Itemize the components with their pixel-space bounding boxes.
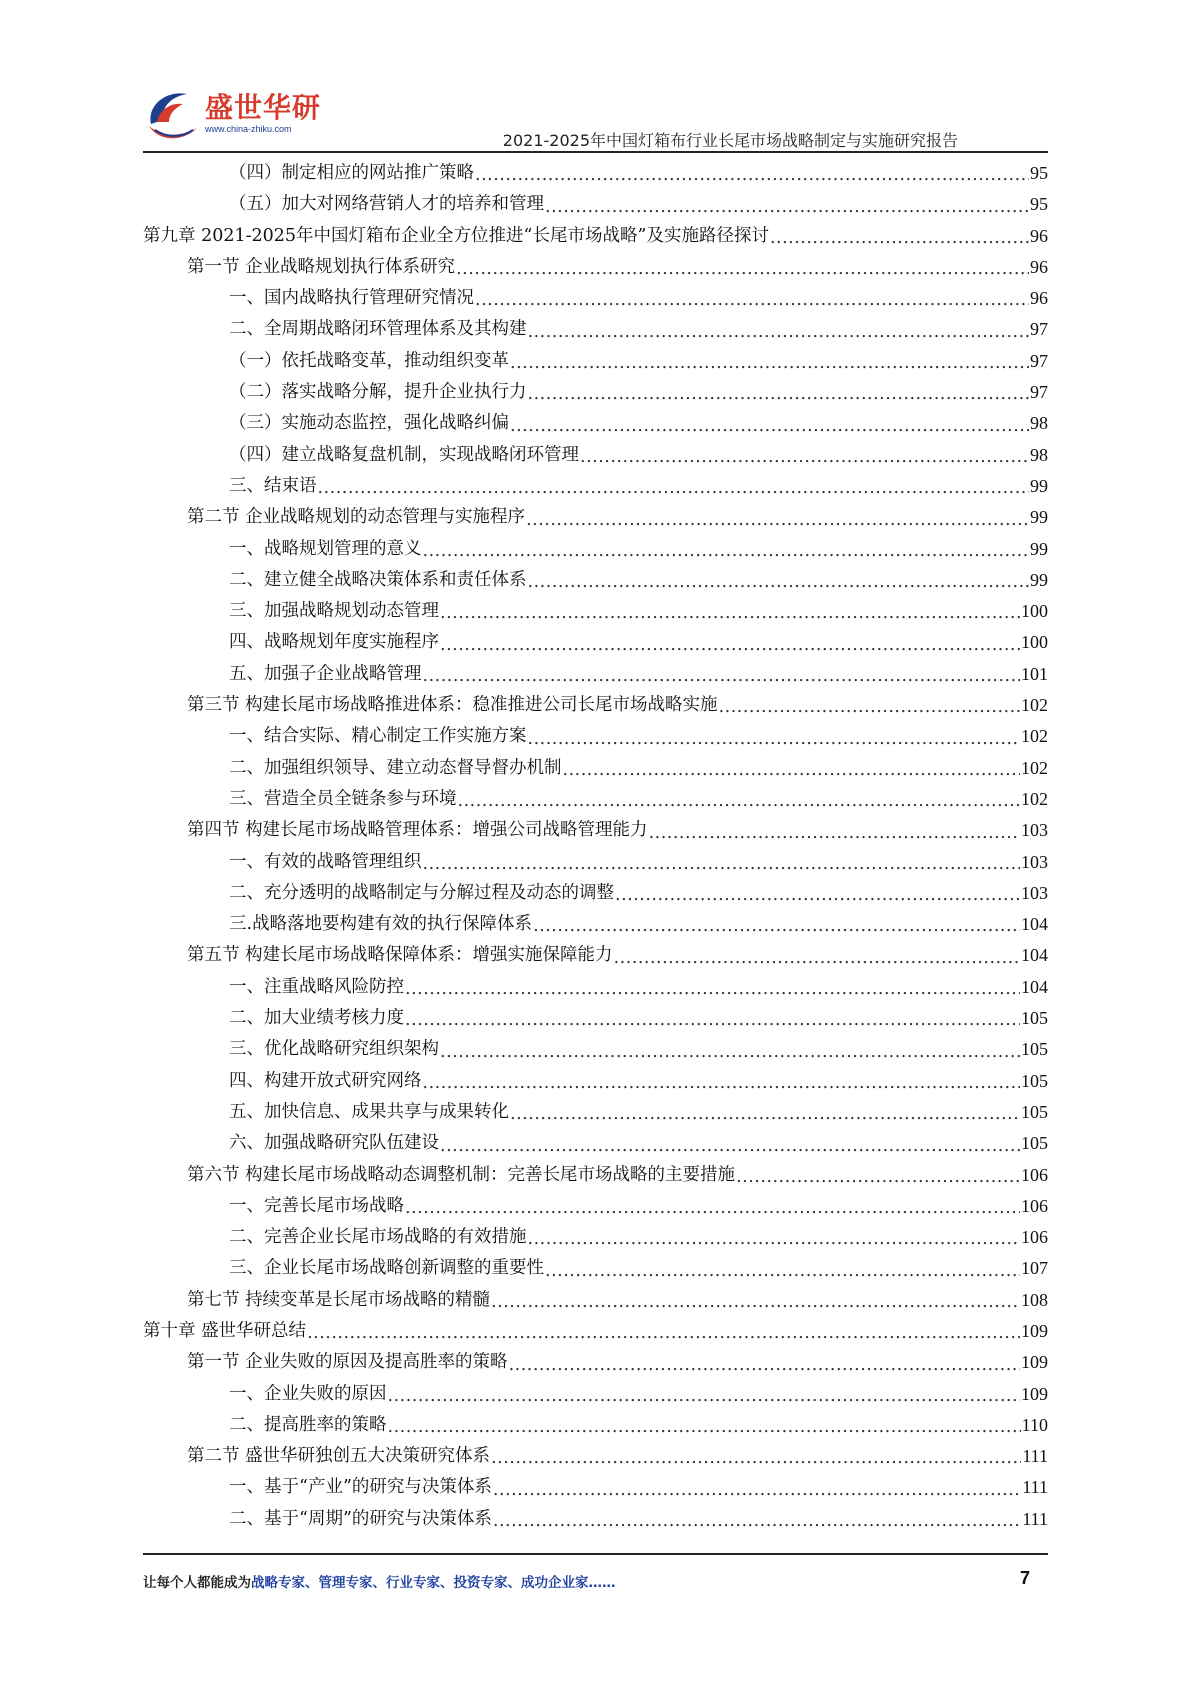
toc-entry-page: 107 [1021, 1258, 1048, 1279]
toc-entry[interactable] [143, 502, 1048, 533]
toc-entry-title: （三）实施动态监控，强化战略纠偏 [229, 413, 509, 434]
toc-entry-title: 三、结束语 [229, 475, 317, 496]
toc-entry-title: 四、战略规划年度实施程序 [229, 632, 439, 653]
toc-entry-title: 二、完善企业长尾市场战略的有效措施 [229, 1227, 527, 1248]
toc-entry-page: 99 [1030, 569, 1048, 590]
toc-entry-title: （四）建立战略复盘机制，实现战略闭环管理 [229, 444, 579, 465]
toc-entry[interactable] [143, 283, 1048, 314]
toc-entry[interactable] [143, 784, 1048, 815]
toc-entry[interactable] [143, 1128, 1048, 1159]
toc-entry-page: 105 [1021, 1039, 1048, 1060]
toc-dot-leader [510, 1100, 1020, 1128]
toc-dot-leader [493, 1507, 1021, 1535]
toc-entry[interactable] [143, 252, 1048, 283]
toc-entry-title: （二）落实战略分解，提升企业执行力 [229, 382, 527, 403]
toc-entry-page: 98 [1030, 444, 1048, 465]
toc-dot-leader [458, 787, 1021, 815]
toc-entry-title: 二、提高胜率的策略 [229, 1414, 387, 1435]
toc-dot-leader [528, 1225, 1021, 1253]
toc-dot-leader [475, 161, 1029, 189]
toc-entry-title: 二、充分透明的战略制定与分解过程及动态的调整 [229, 882, 614, 903]
toc-entry[interactable] [143, 1222, 1048, 1253]
toc-dot-leader [318, 474, 1030, 502]
toc-dot-leader [456, 255, 1029, 283]
company-logo [143, 84, 322, 146]
toc-entry[interactable] [143, 346, 1048, 377]
toc-entry[interactable] [143, 221, 1048, 252]
toc-entry-page: 111 [1022, 1477, 1048, 1498]
toc-entry-title: 五、加强子企业战略管理 [229, 663, 422, 684]
toc-entry-title: 二、建立健全战略决策体系和责任体系 [229, 569, 527, 590]
toc-entry-page: 111 [1022, 1508, 1048, 1529]
toc-entry-page: 106 [1021, 1227, 1048, 1248]
toc-dot-leader [528, 568, 1030, 596]
toc-entry-title: 第二节 盛世华研独创五大决策研究体系 [187, 1446, 491, 1467]
toc-entry-title: 第四节 构建长尾市场战略管理体系：增强公司战略管理能力 [187, 820, 648, 841]
toc-dot-leader [528, 318, 1030, 346]
toc-entry-title: 二、加大业绩考核力度 [229, 1008, 404, 1029]
toc-entry[interactable] [143, 815, 1048, 846]
toc-entry-title: 第一节 企业失败的原因及提高胜率的策略 [187, 1352, 508, 1373]
toc-entry[interactable] [143, 565, 1048, 596]
toc-dot-leader [615, 881, 1020, 909]
toc-entry-page: 111 [1022, 1446, 1048, 1467]
toc-entry[interactable] [143, 1160, 1048, 1191]
toc-entry[interactable] [143, 753, 1048, 784]
toc-dot-leader [493, 1476, 1021, 1504]
toc-entry[interactable] [143, 1441, 1048, 1472]
toc-dot-leader [440, 1038, 1020, 1066]
toc-entry[interactable] [143, 690, 1048, 721]
toc-entry-page: 109 [1021, 1320, 1048, 1341]
toc-dot-leader [580, 443, 1029, 471]
toc-dot-leader [533, 912, 1020, 940]
toc-dot-leader [526, 506, 1029, 534]
toc-entry-page: 99 [1030, 475, 1048, 496]
slogan-highlight: 战略专家、管理专家、行业专家、投资专家、成功企业家…… [251, 1575, 616, 1591]
toc-dot-leader [423, 850, 1021, 878]
toc-dot-leader [770, 224, 1029, 252]
toc-entry-title: 第二节 企业战略规划的动态管理与实施程序 [187, 507, 526, 528]
toc-entry[interactable] [143, 909, 1048, 940]
toc-entry[interactable] [143, 1504, 1048, 1535]
toc-entry-page: 96 [1030, 256, 1048, 277]
slogan-prefix: 让每个人都能成为 [143, 1575, 251, 1591]
footer-slogan [143, 1571, 616, 1591]
toc-entry-title: 一、结合实际、精心制定工作实施方案 [229, 726, 527, 747]
toc-entry[interactable] [143, 878, 1048, 909]
toc-entry-page: 100 [1021, 632, 1048, 653]
toc-entry-page: 105 [1021, 1101, 1048, 1122]
toc-entry[interactable] [143, 1410, 1048, 1441]
header-divider [143, 151, 1048, 153]
toc-entry-title: 一、国内战略执行管理研究情况 [229, 288, 474, 309]
toc-entry[interactable] [143, 1347, 1048, 1378]
toc-entry-page: 105 [1021, 1008, 1048, 1029]
toc-entry-page: 102 [1021, 695, 1048, 716]
toc-entry-title: 第九章 2021-2025年中国灯箱布企业全方位推进“长尾市场战略”及实施路径探讨 [143, 225, 769, 246]
toc-entry-title: 二、全周期战略闭环管理体系及其构建 [229, 319, 527, 340]
toc-entry-title: 第一节 企业战略规划执行体系研究 [187, 256, 456, 277]
toc-dot-leader [440, 1132, 1020, 1160]
toc-entry-page: 109 [1021, 1352, 1048, 1373]
toc-entry-title: 第七节 持续变革是长尾市场战略的精髓 [187, 1289, 491, 1310]
toc-entry-page: 108 [1021, 1289, 1048, 1310]
toc-entry[interactable] [143, 627, 1048, 658]
toc-dot-leader [545, 193, 1029, 221]
toc-entry-page: 98 [1030, 413, 1048, 434]
toc-entry-page: 103 [1021, 851, 1048, 872]
toc-dot-leader [649, 819, 1020, 847]
page-header [0, 0, 1191, 158]
toc-dot-leader [528, 725, 1021, 753]
toc-entry-title: 第五节 构建长尾市场战略保障体系：增强实施保障能力 [187, 945, 613, 966]
toc-dot-leader [440, 599, 1020, 627]
toc-entry-page: 97 [1030, 382, 1048, 403]
toc-dot-leader [307, 1319, 1020, 1347]
toc-entry-page: 103 [1021, 820, 1048, 841]
toc-dot-leader [509, 1351, 1020, 1379]
toc-entry-title: （五）加大对网络营销人才的培养和管理 [229, 194, 544, 215]
toc-dot-leader [405, 1194, 1020, 1222]
toc-dot-leader [405, 1006, 1020, 1034]
toc-entry-page: 104 [1021, 976, 1048, 997]
toc-entry-page: 97 [1030, 350, 1048, 371]
toc-entry-page: 103 [1021, 882, 1048, 903]
toc-entry[interactable] [143, 940, 1048, 971]
toc-entry-page: 105 [1021, 1070, 1048, 1091]
toc-entry[interactable] [143, 1034, 1048, 1065]
toc-entry[interactable] [143, 659, 1048, 690]
toc-dot-leader [736, 1163, 1020, 1191]
toc-entry-page: 102 [1021, 726, 1048, 747]
toc-dot-leader [614, 944, 1020, 972]
toc-entry[interactable] [143, 1003, 1048, 1034]
toc-entry-page: 96 [1030, 225, 1048, 246]
toc-entry-page: 105 [1021, 1133, 1048, 1154]
toc-entry[interactable] [143, 1472, 1048, 1503]
toc-entry-page: 102 [1021, 757, 1048, 778]
toc-dot-leader [563, 756, 1021, 784]
toc-entry[interactable] [143, 596, 1048, 627]
toc-entry[interactable] [143, 1253, 1048, 1284]
toc-dot-leader [510, 349, 1029, 377]
toc-entry-title: 一、企业失败的原因 [229, 1383, 387, 1404]
toc-dot-leader [388, 1413, 1021, 1441]
toc-entry[interactable] [143, 1097, 1048, 1128]
toc-entry[interactable] [143, 1285, 1048, 1316]
toc-entry[interactable] [143, 1379, 1048, 1410]
toc-entry-title: 六、加强战略研究队伍建设 [229, 1133, 439, 1154]
toc-entry[interactable] [143, 189, 1048, 220]
toc-entry[interactable] [143, 314, 1048, 345]
toc-dot-leader [423, 662, 1021, 690]
report-title: 2021-2025年中国灯箱布行业长尾市场战略制定与实施研究报告 [502, 131, 958, 150]
toc-entry[interactable] [143, 158, 1048, 189]
toc-entry-page: 109 [1021, 1383, 1048, 1404]
toc-entry-title: 第三节 构建长尾市场战略推进体系：稳准推进公司长尾市场战略实施 [187, 695, 718, 716]
toc-entry-title: 一、有效的战略管理组织 [229, 851, 422, 872]
logo-name: 盛世华研 [205, 91, 322, 124]
toc-entry-page: 100 [1021, 601, 1048, 622]
logo-url: www.china-zhiku.com [205, 124, 292, 134]
toc-entry[interactable] [143, 534, 1048, 565]
toc-entry-title: （四）制定相应的网站推广策略 [229, 163, 474, 183]
table-of-contents [143, 158, 1048, 1535]
toc-entry-page: 99 [1030, 538, 1048, 559]
toc-entry[interactable] [143, 408, 1048, 439]
logo-emblem-icon [143, 84, 205, 146]
toc-dot-leader [491, 1444, 1021, 1472]
toc-dot-leader [405, 975, 1020, 1003]
toc-entry[interactable] [143, 972, 1048, 1003]
toc-entry-title: （一）依托战略变革，推动组织变革 [229, 350, 509, 371]
toc-entry-title: 第十章 盛世华研总结 [143, 1320, 307, 1341]
toc-entry-title: 一、完善长尾市场战略 [229, 1195, 404, 1216]
toc-entry-title: 一、基于“产业”的研究与决策体系 [229, 1477, 492, 1498]
toc-entry-page: 99 [1030, 507, 1048, 528]
toc-dot-leader [423, 1069, 1021, 1097]
footer-divider [143, 1553, 1048, 1555]
toc-entry[interactable] [143, 1066, 1048, 1097]
toc-entry[interactable] [143, 1316, 1048, 1347]
toc-entry[interactable] [143, 721, 1048, 752]
toc-entry[interactable] [143, 440, 1048, 471]
toc-entry-page: 104 [1021, 914, 1048, 935]
toc-entry-page: 95 [1030, 163, 1048, 183]
toc-dot-leader [545, 1257, 1020, 1285]
toc-dot-leader [388, 1382, 1021, 1410]
toc-entry-title: 一、战略规划管理的意义 [229, 538, 422, 559]
toc-entry-page: 97 [1030, 319, 1048, 340]
toc-entry[interactable] [143, 377, 1048, 408]
toc-dot-leader [475, 286, 1029, 314]
toc-dot-leader [491, 1288, 1020, 1316]
toc-entry-page: 106 [1021, 1164, 1048, 1185]
toc-entry[interactable] [143, 847, 1048, 878]
toc-entry-title: 一、注重战略风险防控 [229, 976, 404, 997]
toc-entry-title: 三、优化战略研究组织架构 [229, 1039, 439, 1060]
toc-entry-title: 五、加快信息、成果共享与成果转化 [229, 1101, 509, 1122]
toc-entry-page: 106 [1021, 1195, 1048, 1216]
toc-entry[interactable] [143, 1191, 1048, 1222]
toc-dot-leader [510, 412, 1029, 440]
toc-entry[interactable] [143, 471, 1048, 502]
toc-dot-leader [423, 537, 1030, 565]
toc-entry-page: 110 [1021, 1414, 1048, 1435]
toc-entry-title: 三.战略落地要构建有效的执行保障体系 [229, 914, 533, 935]
page-number: 7 [1020, 1568, 1031, 1588]
toc-entry-title: 四、构建开放式研究网络 [229, 1070, 422, 1091]
toc-dot-leader [528, 380, 1030, 408]
toc-entry-page: 95 [1030, 194, 1048, 215]
toc-entry-title: 三、加强战略规划动态管理 [229, 601, 439, 622]
toc-entry-page: 96 [1030, 288, 1048, 309]
toc-entry-page: 102 [1021, 788, 1048, 809]
toc-dot-leader [719, 693, 1020, 721]
toc-entry-page: 104 [1021, 945, 1048, 966]
toc-entry-title: 三、营造全员全链条参与环境 [229, 788, 457, 809]
toc-entry-title: 二、加强组织领导、建立动态督导督办机制 [229, 757, 562, 778]
toc-entry-title: 第六节 构建长尾市场战略动态调整机制：完善长尾市场战略的主要措施 [187, 1164, 736, 1185]
toc-entry-title: 三、企业长尾市场战略创新调整的重要性 [229, 1258, 544, 1279]
toc-entry-page: 101 [1021, 663, 1048, 684]
toc-entry-title: 二、基于“周期”的研究与决策体系 [229, 1508, 492, 1529]
toc-dot-leader [440, 631, 1020, 659]
